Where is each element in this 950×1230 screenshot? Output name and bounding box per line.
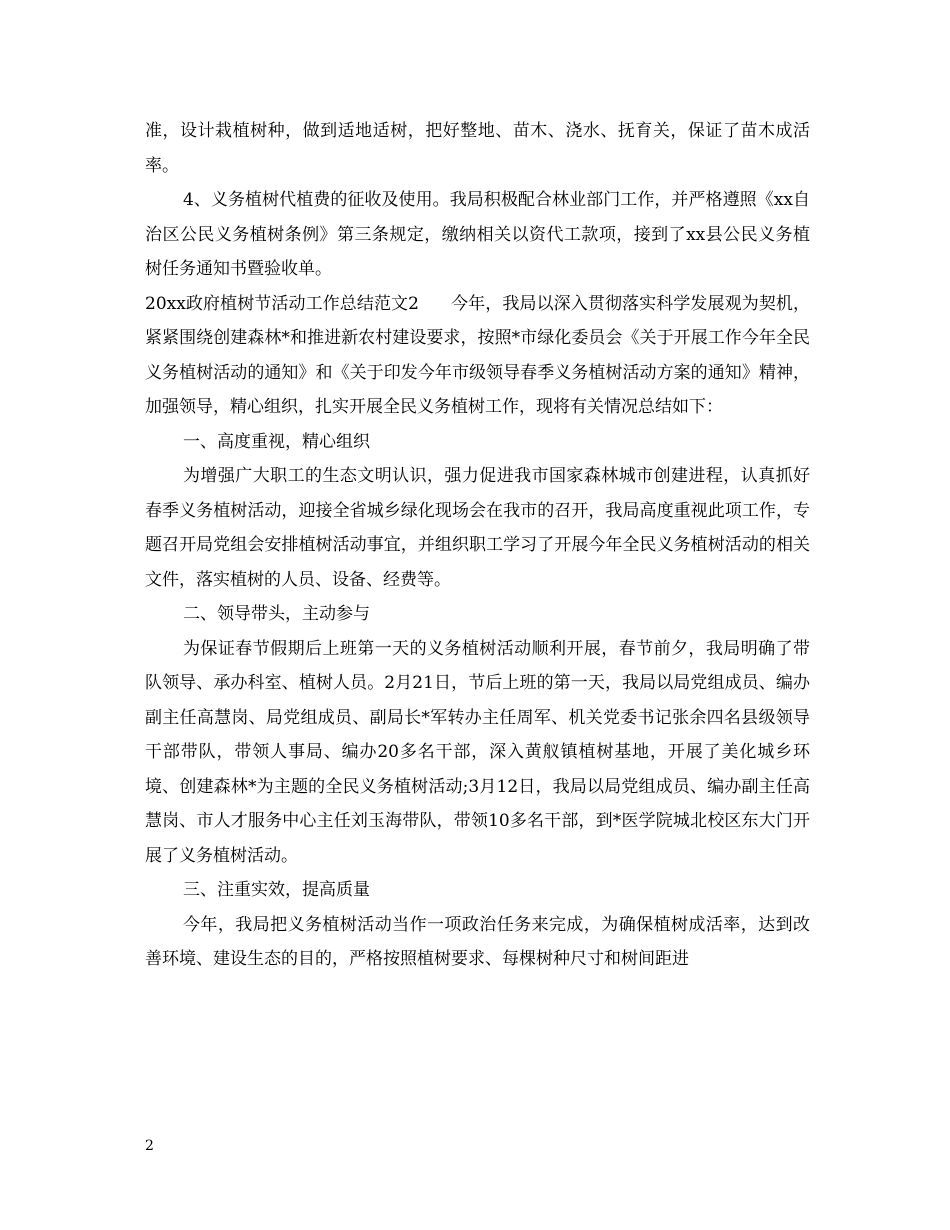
section-title: 20xx政府植树节活动工作总结范文2: [145, 293, 419, 314]
paragraph-section-title: [145, 287, 810, 425]
paragraph-item-4: 4、义务植树代植费的征收及使用。我局积极配合林业部门工作，并严格遵照《xx自治区公民义务植树条例》第三条规定，缴纳相关以资代工款项，接到了xx县公民义务植树任务通知书暨验收单。: [145, 190, 810, 279]
heading-three: 三、注重实效，提高质量: [183, 880, 370, 900]
paragraph-continuation: 准，设计栽植树种，做到适地适树，把好整地、苗木、浇水、抚育关，保证了苗木成活率。: [145, 121, 810, 176]
document-body: [145, 114, 810, 977]
heading-one: 一、高度重视，精心组织: [183, 431, 370, 452]
page-number: 2: [145, 1138, 154, 1154]
paragraph-body: 为保证春节假期后上班第一天的义务植树活动顺利开展，春节前夕，我局明确了带队领导、承办科室、植树人员。2月21日，节后上班的第一天，我局以局党组成员、编办副主任高慧岗、局党组成员、副局长*军转办主任周军、机关党委书记张余四名县级领导干部带队，带领人事局、编办20多名干部，深入黄舣镇植树基地，开展了美化城乡环境、创建森林*为主题的全民义务植树活动;3月12日，我局以局党组成员、编办副主任高慧岗、市人才服务中心主任刘玉海带队，带领10多名干部，到*医学院城北校区东大门开展了义务植树活动。: [145, 638, 810, 866]
heading-two: 二、领导带头，主动参与: [183, 604, 370, 624]
section-intro-text: 今年，我局以深入贯彻落实科学发展观为契机，紧紧围绕创建森林*和推进新农村建设要求，按照*市绿化委员会《关于开展工作今年全民义务植树活动的通知》和《关于印发今年市级领导春季义务植树活动方案的通知》精神，加强领导，精心组织，扎实开展全民义务植树工作，现将有关情况总结如下：: [145, 293, 811, 417]
paragraph-body: 今年，我局把义务植树活动当作一项政治任务来完成，为确保植树成活率，达到改善环境、建设生态的目的，严格按照植树要求、每棵树种尺寸和树间距进: [145, 914, 810, 969]
paragraph-body: 为增强广大职工的生态文明认识，强力促进我市国家森林城市创建进程，认真抓好春季义务植树活动，迎接全省城乡绿化现场会在我市的召开，我局高度重视此项工作，专题召开局党组会安排植树活动事宜，并组织职工学习了开展今年全民义务植树活动的相关文件，落实植树的人员、设备、经费等。: [145, 466, 810, 590]
